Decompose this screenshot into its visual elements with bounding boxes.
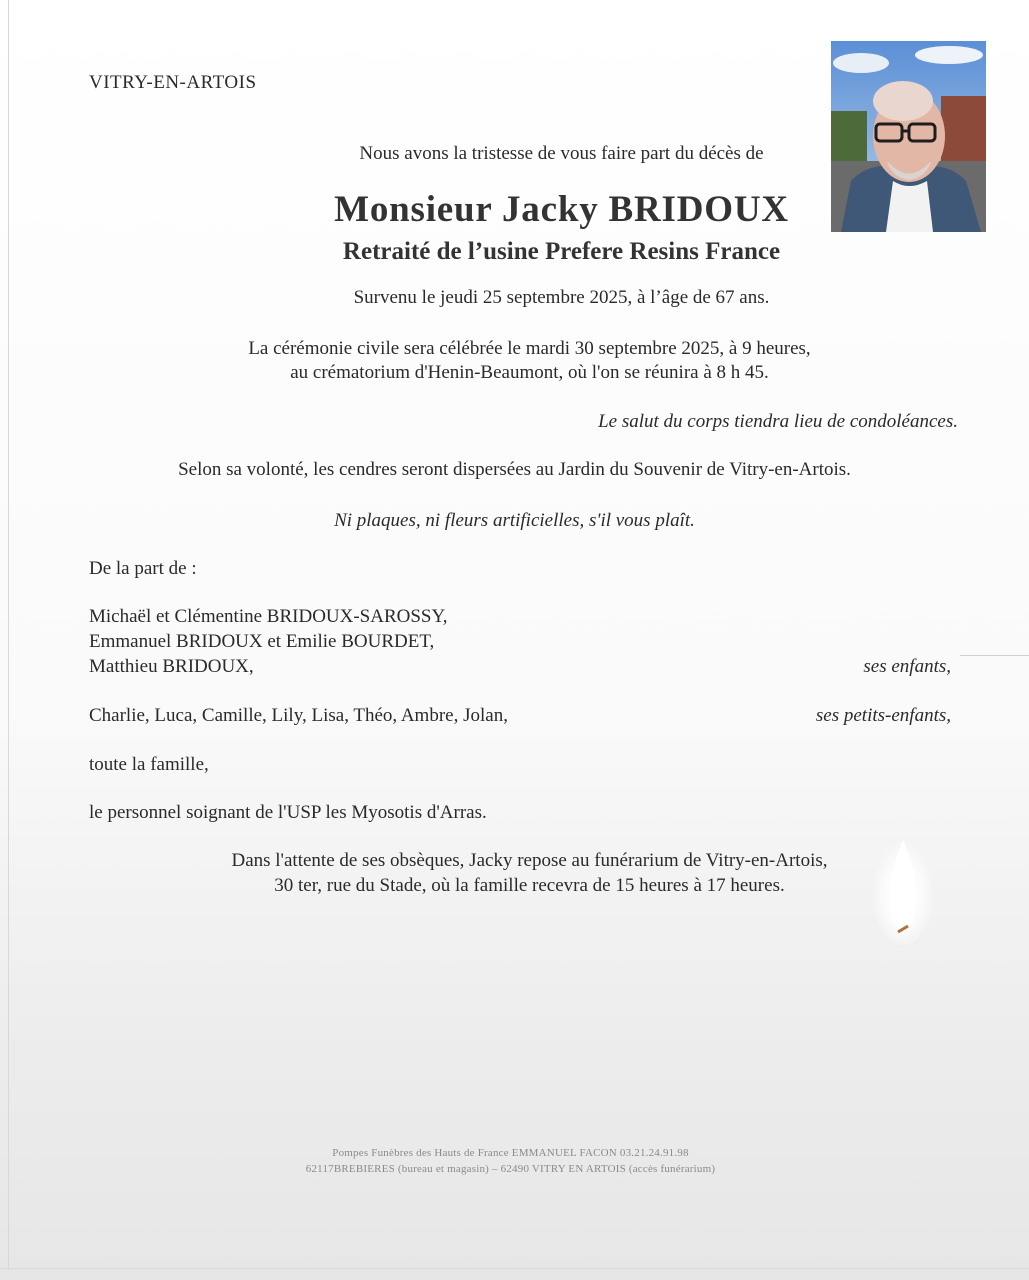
grandchildren-line: Charlie, Luca, Camille, Lily, Lisa, Théo, Ambre, Jolan,	[89, 705, 508, 726]
deceased-occupation: Retraité de l’usine Prefere Resins France	[342, 238, 781, 265]
funeral-home-line-1: Pompes Funèbres des Hauts de France EMMANUEL FACON 03.21.24.91.98	[332, 1147, 689, 1159]
town-header: VITRY-EN-ARTOIS	[89, 72, 257, 93]
page-border-bottom	[0, 1268, 1029, 1269]
children-role: ses enfants,	[863, 656, 951, 677]
deceased-name: Monsieur Jacky BRIDOUX	[334, 189, 789, 230]
fold-line	[960, 655, 1029, 656]
no-flowers-note: Ni plaques, ni fleurs artificielles, s'il vous plaît.	[334, 510, 695, 531]
viewing-line-2: 30 ter, rue du Stade, où la famille recevra de 15 heures à 17 heures.	[274, 875, 785, 896]
child-line: Emmanuel BRIDOUX et Emilie BOURDET,	[89, 631, 435, 652]
from-label: De la part de :	[89, 558, 197, 579]
grandchildren-role: ses petits-enfants,	[815, 705, 951, 726]
page-border-left	[8, 0, 9, 1270]
ashes-note: Selon sa volonté, les cendres seront dispersées au Jardin du Souvenir de Vitry-en-Artois.	[178, 459, 851, 480]
child-line: Michaël et Clémentine BRIDOUX-SAROSSY,	[89, 606, 448, 627]
child-line: Matthieu BRIDOUX,	[89, 656, 254, 677]
ceremony-line-1: La cérémonie civile sera célébrée le mardi 30 septembre 2025, à 9 heures,	[248, 338, 811, 359]
funeral-home-line-2: 62117BREBIERES (bureau et magasin) – 62490 VITRY EN ARTOIS (accès funérarium)	[305, 1163, 716, 1175]
ceremony-line-2: au crématorium d'Henin-Beaumont, où l'on se réunira à 8 h 45.	[290, 362, 769, 383]
death-date: Survenu le jeudi 25 septembre 2025, à l’âge de 67 ans.	[353, 287, 770, 308]
viewing-line-1: Dans l'attente de ses obsèques, Jacky repose au funérarium de Vitry-en-Artois,	[231, 850, 828, 871]
condolences-note: Le salut du corps tiendra lieu de condoléances.	[598, 411, 958, 432]
intro-text: Nous avons la tristesse de vous faire part du décès de	[359, 143, 764, 164]
whole-family-line: toute la famille,	[89, 754, 209, 775]
candle-flame-icon	[868, 830, 938, 950]
staff-line: le personnel soignant de l'USP les Myosotis d'Arras.	[89, 802, 487, 823]
